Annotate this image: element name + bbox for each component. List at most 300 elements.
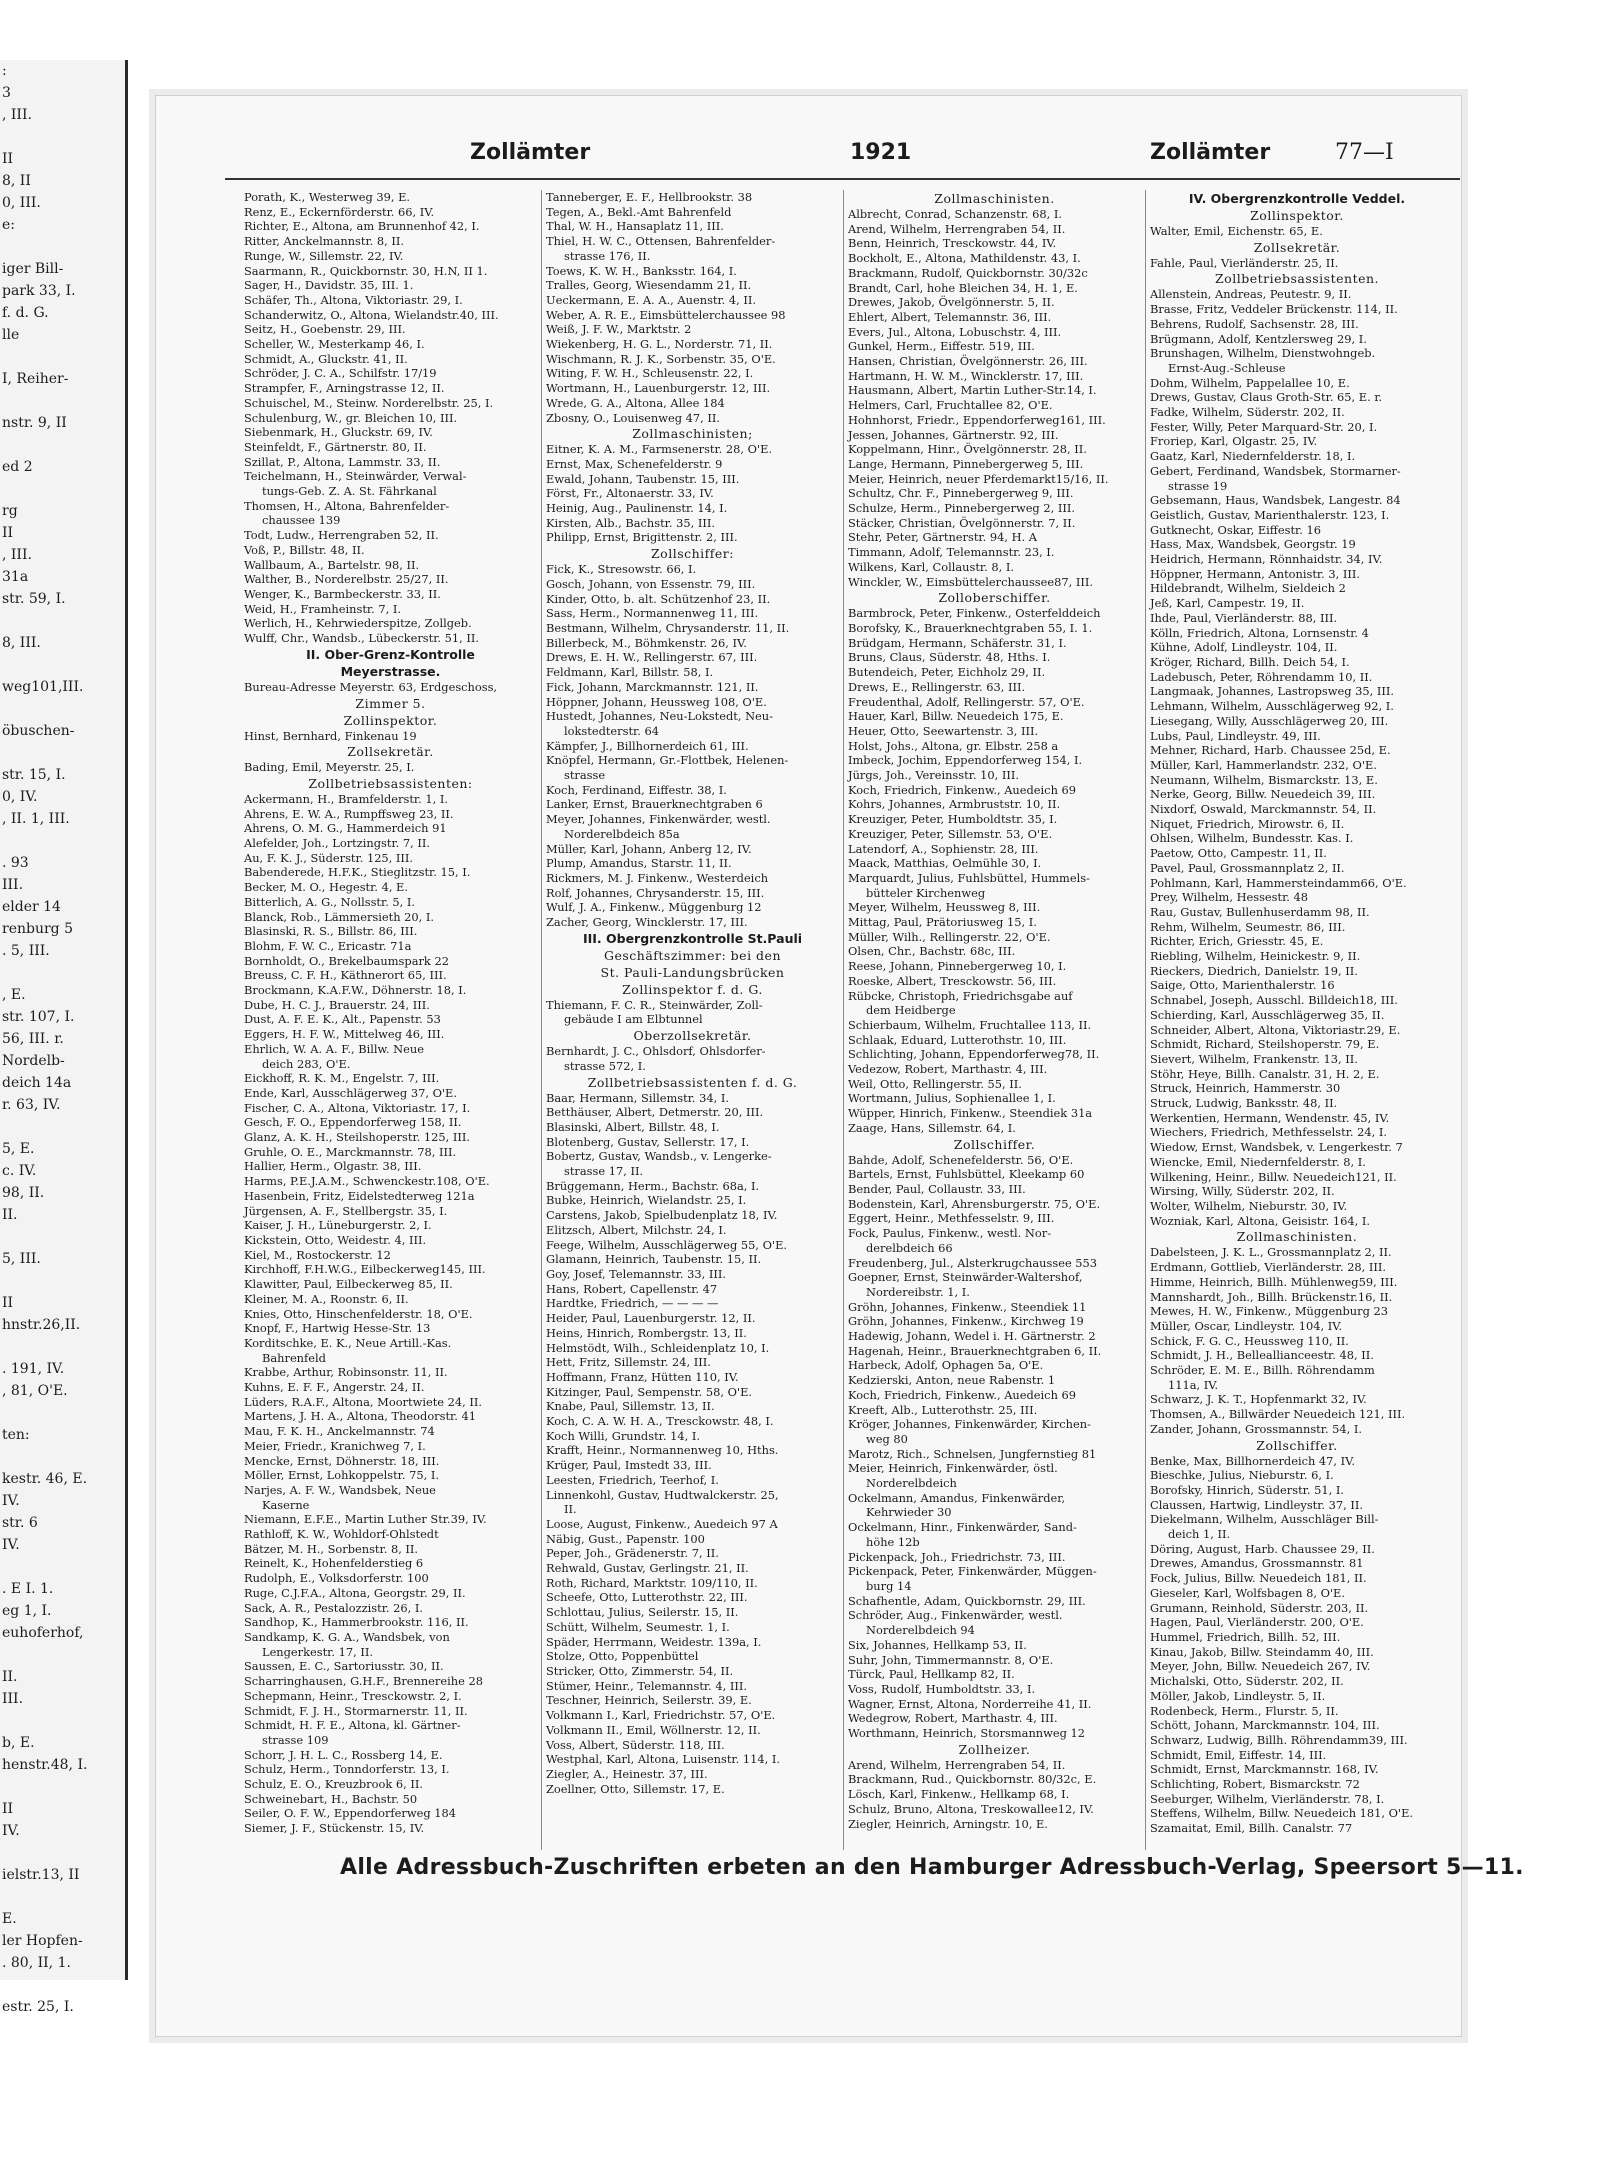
directory-entry: Kölln, Friedrich, Altona, Lornsenstr. 4 <box>1150 625 1369 640</box>
directory-entry: Lehmann, Wilhelm, Ausschlägerweg 92, I. <box>1150 699 1394 714</box>
directory-entry: Kühne, Adolf, Lindleystr. 104, II. <box>1150 640 1338 655</box>
directory-entry: Wortmann, H., Lauenburgerstr. 12, III. <box>546 381 771 396</box>
directory-entry: Dabelsteen, J. K. L., Grossmannplatz 2, II. <box>1150 1245 1392 1260</box>
directory-entry: Brunshagen, Wilhelm, Dienstwohngeb. <box>1150 346 1376 361</box>
directory-entry: lokstedterstr. 64 <box>564 723 659 738</box>
directory-entry: Eggers, H. F. W., Mittelweg 46, III. <box>244 1027 445 1042</box>
directory-entry: Koch Willi, Grundstr. 14, I. <box>546 1428 700 1443</box>
directory-entry: Thomsen, A., Billwärder Neuedeich 121, III. <box>1150 1407 1406 1422</box>
strip-line <box>0 1116 125 1138</box>
directory-entry: Harms, P.E.J.A.M., Schwenckestr.108, O'E. <box>244 1174 490 1189</box>
directory-entry: Knies, Otto, Hinschenfelderstr. 18, O'E. <box>244 1306 473 1321</box>
strip-line: str. 59, I. <box>2 591 66 607</box>
column-3 <box>844 190 1146 1850</box>
directory-entry: Bieschke, Julius, Nieburstr. 6, I. <box>1150 1468 1334 1483</box>
directory-entry: Wüpper, Hinrich, Finkenw., Steendiek 31a <box>848 1106 1093 1121</box>
strip-line: park 33, I. <box>2 283 76 299</box>
directory-entry: Diekelmann, Wilhelm, Ausschläger Bill- <box>1150 1512 1379 1527</box>
directory-entry: Leesten, Friedrich, Teerhof, I. <box>546 1472 719 1487</box>
directory-entry: Olsen, Chr., Bachstr. 68c, III. <box>848 944 1016 959</box>
directory-entry: Schorr, J. H. L. C., Rossberg 14, E. <box>244 1747 443 1762</box>
directory-entry: Fock, Paulus, Finkenw., westl. Nor- <box>848 1226 1052 1241</box>
directory-entry: Langmaak, Johannes, Lastropsweg 35, III. <box>1150 684 1395 699</box>
directory-entry: Müller, Karl, Hammerlandstr. 232, O'E. <box>1150 757 1377 772</box>
directory-entry: deich 283, O'E. <box>262 1056 351 1071</box>
strip-line: estr. 25, I. <box>2 1999 74 2015</box>
directory-entry: Hildebrandt, Wilhelm, Sieldeich 2 <box>1150 581 1346 596</box>
directory-entry: Mewes, H. W., Finkenw., Müggenburg 23 <box>1150 1304 1388 1319</box>
directory-entry: Kröger, Richard, Billh. Deich 54, I. <box>1150 654 1350 669</box>
directory-entry: Stöhr, Heye, Billh. Canalstr. 31, H. 2, E. <box>1150 1066 1380 1081</box>
directory-entry: Szamaitat, Emil, Billh. Canalstr. 77 <box>1150 1821 1353 1836</box>
directory-entry: Brügmann, Adolf, Kentzlersweg 29, I. <box>1150 331 1367 346</box>
directory-entry: Schlichting, Johann, Eppendorferweg78, II. <box>848 1047 1100 1062</box>
directory-entry: Norderelbdeich 85a <box>564 826 680 841</box>
strip-line: II <box>2 525 14 541</box>
directory-entry: strasse 572, I. <box>564 1058 646 1073</box>
directory-entry: Bernhardt, J. C., Ohlsdorf, Ohlsdorfer- <box>546 1044 766 1059</box>
directory-entry: Koch, Ferdinand, Eiffestr. 38, I. <box>546 782 727 797</box>
directory-entry: Schmidt, H. F. E., Altona, kl. Gärtner- <box>244 1718 461 1733</box>
directory-entry: Wulf, J. A., Finkenw., Müggenburg 12 <box>546 900 762 915</box>
directory-entry: Sievert, Wilhelm, Frankenstr. 13, II. <box>1150 1051 1358 1066</box>
directory-entry: Bobertz, Gustav, Wandsb., v. Lengerke- <box>546 1149 772 1164</box>
strip-line <box>0 698 125 720</box>
directory-entry: Gosch, Johann, von Essenstr. 79, III. <box>546 576 756 591</box>
directory-entry: Hett, Fritz, Sillemstr. 24, III. <box>546 1355 711 1370</box>
directory-entry: Liesegang, Willy, Ausschlägerweg 20, III. <box>1150 713 1389 728</box>
directory-entry: Bahrenfeld <box>262 1350 326 1365</box>
directory-entry: Fick, K., Stresowstr. 66, I. <box>546 562 697 577</box>
directory-entry: Bahde, Adolf, Schenefelderstr. 56, O'E. <box>848 1152 1074 1167</box>
directory-entry: Freudenthal, Adolf, Rellingerstr. 57, O'E. <box>848 694 1085 709</box>
directory-entry: Ueckermann, E. A. A., Auenstr. 4, II. <box>546 292 757 307</box>
directory-entry: Thiel, H. W. C., Ottensen, Bahrenfelder- <box>546 234 776 249</box>
directory-entry: Reinelt, K., Hohenfelderstieg 6 <box>244 1556 424 1571</box>
directory-entry: derelbdeich 66 <box>866 1240 953 1255</box>
directory-entry: Weid, H., Framheinstr. 7, I. <box>244 601 401 616</box>
directory-entry: Bätzer, M. H., Sorbenstr. 8, II. <box>244 1541 419 1556</box>
directory-entry: Gröhn, Johannes, Finkenw., Kirchweg 19 <box>848 1314 1084 1329</box>
directory-entry: Dust, A. F. E. K., Alt., Papenstr. 53 <box>244 1012 441 1027</box>
section-heading: Oberzollsekretär. <box>633 1028 752 1044</box>
section-heading: Zollbetriebsassistenten: <box>308 775 473 791</box>
directory-entry: Tralles, Georg, Wiesendamm 21, II. <box>546 278 752 293</box>
directory-entry: Freudenberg, Jul., Alsterkrugchaussee 553 <box>848 1255 1098 1270</box>
strip-line <box>0 654 125 676</box>
strip-line <box>0 1402 125 1424</box>
directory-entry: Breuss, C. F. H., Käthnerort 65, III. <box>244 968 447 983</box>
directory-entry: Gebert, Ferdinand, Wandsbek, Stormarner- <box>1150 463 1401 478</box>
directory-entry: Ihde, Paul, Vierländerstr. 88, III. <box>1150 610 1338 625</box>
strip-line: str. 107, I. <box>2 1009 75 1025</box>
strip-line: . 93 <box>2 855 29 871</box>
directory-entry: Höppner, Johann, Heussweg 108, O'E. <box>546 694 767 709</box>
directory-entry: Teichelmann, H., Steinwärder, Verwal- <box>244 469 467 484</box>
directory-entry: Seeburger, Wilhelm, Vierländerstr. 78, I. <box>1150 1791 1385 1806</box>
directory-entry: Steffens, Wilhelm, Billw. Neuedeich 181, O'E. <box>1150 1806 1414 1821</box>
directory-entry: Heidrich, Hermann, Rönnhaidstr. 34, IV. <box>1150 552 1383 567</box>
directory-entry: Möller, Ernst, Lohkoppelstr. 75, I. <box>244 1468 439 1483</box>
directory-entry: Scharringhausen, G.H.F., Brennereihe 28 <box>244 1674 483 1689</box>
directory-entry: Michalski, Otto, Süderstr. 202, II. <box>1150 1674 1344 1689</box>
strip-line: b, E. <box>2 1735 35 1751</box>
directory-entry: Koch, Friedrich, Finkenw., Auedeich 69 <box>848 1387 1077 1402</box>
directory-entry: Jürgs, Joh., Vereinsstr. 10, III. <box>848 768 1019 783</box>
directory-entry: Ende, Karl, Ausschlägerweg 37, O'E. <box>244 1085 457 1100</box>
directory-entry: Schröder, Aug., Finkenwärder, westl. <box>848 1608 1063 1623</box>
directory-entry: Hauer, Karl, Billw. Neuedeich 175, E. <box>848 709 1064 724</box>
directory-entry: Kohrs, Johannes, Armbruststr. 10, II. <box>848 797 1061 812</box>
directory-entry: Kuhns, E. F. F., Angerstr. 24, II. <box>244 1380 425 1395</box>
strip-line <box>0 1886 125 1908</box>
strip-line <box>0 1842 125 1864</box>
directory-entry: Seiler, O. F. W., Eppendorferweg 184 <box>244 1806 456 1821</box>
directory-entry: Nerke, Georg, Billw. Neuedeich 39, III. <box>1150 787 1376 802</box>
directory-entry: Weber, A. R. E., Eimsbüttelerchaussee 98 <box>546 307 786 322</box>
directory-entry: Wolter, Wilhelm, Nieburstr. 30, IV. <box>1150 1199 1348 1213</box>
directory-entry: Rathloff, K. W., Wohldorf-Ohlstedt <box>244 1527 439 1542</box>
directory-entry: Heins, Hinrich, Rombergstr. 13, II. <box>546 1325 747 1340</box>
directory-entry: Schierding, Karl, Ausschlägerweg 35, II. <box>1150 1007 1385 1022</box>
strip-line: e: <box>2 217 16 233</box>
directory-entry: Drewes, Jakob, Övelgönnerstr. 5, II. <box>848 295 1055 310</box>
section-heading: Geschäftszimmer: bei den <box>603 947 782 963</box>
directory-entry: Kedzierski, Anton, neue Rabenstr. 1 <box>848 1373 1056 1388</box>
strip-line: henstr.48, I. <box>2 1757 88 1773</box>
section-heading: II. Ober-Grenz-Kontrolle <box>306 646 475 662</box>
section-heading: Zimmer 5. <box>355 695 426 711</box>
directory-entry: Baar, Hermann, Sillemstr. 34, I. <box>546 1090 729 1105</box>
directory-entry: Bading, Emil, Meyerstr. 25, I. <box>244 760 415 775</box>
directory-entry: Niemann, E.F.E., Martin Luther Str.39, IV. <box>244 1512 487 1527</box>
directory-entry: Roeske, Albert, Tresckowstr. 56, III. <box>848 973 1057 988</box>
directory-entry: Gunkel, Herm., Eiffestr. 519, III. <box>848 339 1035 354</box>
directory-entry: Becker, M. O., Hegestr. 4, E. <box>244 880 408 895</box>
directory-entry: Saige, Otto, Marienthalerstr. 16 <box>1150 978 1335 993</box>
strip-line: lle <box>2 327 20 343</box>
directory-entry: Ladebusch, Peter, Röhrendamm 10, II. <box>1150 669 1373 684</box>
directory-entry: Harbeck, Adolf, Ophagen 5a, O'E. <box>848 1358 1044 1373</box>
strip-line: renburg 5 <box>2 921 73 937</box>
directory-entry: Siebenmark, H., Gluckstr. 69, IV. <box>244 425 433 440</box>
strip-line: c. IV. <box>2 1163 37 1179</box>
section-heading: Zollsekretär. <box>347 744 434 760</box>
directory-entry: Borofsky, K., Brauerknechtgraben 55, I. 1. <box>848 620 1093 635</box>
strip-line: 8, II <box>2 173 31 189</box>
strip-line <box>0 478 125 500</box>
directory-entry: burg 14 <box>866 1578 912 1593</box>
directory-entry: Grumann, Reinhold, Süderstr. 203, II. <box>1150 1600 1369 1615</box>
section-heading: III. Obergrenzkontrolle St.Pauli <box>582 930 803 946</box>
directory-entry: Runge, W., Sillemstr. 22, IV. <box>244 248 404 263</box>
directory-entry: Stolze, Otto, Poppenbüttel <box>546 1649 699 1664</box>
section-heading: IV. Obergrenzkontrolle Veddel. <box>1188 191 1406 206</box>
directory-entry: Schött, Johann, Marckmannstr. 104, III. <box>1150 1718 1380 1733</box>
directory-entry: Rieckers, Diedrich, Danielstr. 19, II. <box>1150 963 1358 978</box>
directory-entry: Drews, E. H. W., Rellingerstr. 67, III. <box>546 650 758 665</box>
directory-entry: Schepmann, Heinr., Tresckowstr. 2, I. <box>244 1688 462 1703</box>
directory-entry: Zaage, Hans, Sillemstr. 64, I. <box>848 1120 1016 1135</box>
directory-entry: Krafft, Heinr., Normannenweg 10, Hths. <box>546 1443 779 1458</box>
directory-entry: Wischmann, R. J. K., Sorbenstr. 35, O'E. <box>546 351 776 366</box>
directory-entry: Jeß, Karl, Campestr. 19, II. <box>1150 596 1305 611</box>
directory-entry: Schwarz, J. K. T., Hopfenmarkt 32, IV. <box>1150 1392 1367 1407</box>
directory-entry: Schulze, Herm., Pinnebergerweg 2, III. <box>848 501 1075 516</box>
strip-line <box>0 1556 125 1578</box>
directory-entry: Winckler, W., Eimsbüttelerchaussee87, III. <box>848 574 1093 589</box>
directory-entry: Müller, Wilh., Rellingerstr. 22, O'E. <box>848 929 1051 944</box>
directory-entry: Wirsing, Willy, Süderstr. 202, II. <box>1150 1184 1335 1199</box>
directory-entry: Hass, Max, Wandsbek, Georgstr. 19 <box>1150 537 1356 552</box>
directory-entry: Niquet, Friedrich, Mirowstr. 6, II. <box>1150 816 1345 831</box>
strip-line: rg <box>2 503 18 519</box>
directory-entry: Pickenpack, Peter, Finkenwärder, Müggen- <box>848 1564 1097 1579</box>
strip-line: 0, IV. <box>2 789 38 805</box>
strip-line: IV. <box>2 1537 20 1553</box>
directory-entry: Drews, E., Rellingerstr. 63, III. <box>848 679 1026 694</box>
directory-entry: Latendorf, A., Sophienstr. 28, III. <box>848 841 1039 856</box>
directory-entry: Marotz, Rich., Schnelsen, Jungfernstieg 81 <box>848 1446 1097 1461</box>
directory-entry: gebäude I am Elbtunnel <box>564 1012 703 1027</box>
directory-entry: Krabbe, Arthur, Robinsonstr. 11, II. <box>244 1365 448 1380</box>
directory-entry: Ehlert, Albert, Telemannstr. 36, III. <box>848 309 1052 324</box>
directory-entry: Hagenah, Heinr., Brauerknechtgraben 6, II. <box>848 1343 1102 1358</box>
directory-entry: Steinfeldt, F., Gärtnerstr. 80, II. <box>244 439 427 454</box>
directory-entry: II. <box>564 1502 577 1517</box>
directory-entry: Blanck, Rob., Lämmersieth 20, I. <box>244 909 435 924</box>
directory-entry: Hartmann, H. W. M., Wincklerstr. 17, III. <box>848 368 1084 383</box>
header-year: 1921 <box>850 140 912 165</box>
directory-entry: Helmstödt, Wilh., Schleidenplatz 10, I. <box>546 1340 770 1355</box>
directory-entry: Dohm, Wilhelm, Pappelallee 10, E. <box>1150 375 1350 390</box>
directory-entry: Gesch, F. O., Eppendorferweg 158, II. <box>244 1115 462 1130</box>
directory-entry: Schröder, E. M. E., Billh. Röhrendamm <box>1150 1363 1375 1378</box>
directory-entry: Schwarz, Ludwig, Billh. Röhrendamm39, III. <box>1150 1732 1408 1747</box>
header-rule <box>225 178 1460 180</box>
directory-entry: Riebling, Wilhelm, Heinickestr. 9, II. <box>1150 949 1361 964</box>
directory-entry: Wiekenberg, H. G. L., Norderstr. 71, II. <box>546 337 773 352</box>
column-1 <box>240 190 542 1850</box>
directory-entry: Bitterlich, A. G., Nollsstr. 5, I. <box>244 894 416 909</box>
directory-entry: Höppner, Hermann, Antonistr. 3, III. <box>1150 566 1360 581</box>
directory-entry: Blasinski, Albert, Billstr. 48, I. <box>546 1119 720 1134</box>
directory-entry: Ackermann, H., Bramfelderstr. 1, I. <box>244 791 448 806</box>
directory-entry: Suhr, John, Timmermannstr. 8, O'E. <box>848 1652 1054 1667</box>
section-heading: Zollbetriebsassistenten f. d. G. <box>587 1074 798 1090</box>
strip-line: str. 6 <box>2 1515 38 1531</box>
directory-entry: Blasinski, R. S., Billstr. 86, III. <box>244 924 418 939</box>
directory-entry: Drews, Gustav, Claus Groth-Str. 65, E. r. <box>1150 390 1383 405</box>
strip-line <box>0 1644 125 1666</box>
directory-entry: Arend, Wilhelm, Herrengraben 54, II. <box>848 221 1066 236</box>
directory-entry: Behrens, Rudolf, Sachsenstr. 28, III. <box>1150 316 1359 331</box>
directory-entry: Gaatz, Karl, Niedernfelderstr. 18, I. <box>1150 449 1356 464</box>
directory-entry: Schneider, Albert, Altona, Viktoriastr.29, E. <box>1150 1022 1401 1037</box>
strip-line <box>0 1710 125 1732</box>
directory-entry: Butendeich, Peter, Eichholz 29, II. <box>848 665 1046 680</box>
strip-line: , III. <box>2 547 32 563</box>
directory-entry: Rickmers, M. J. Finkenw., Westerdeich <box>546 870 769 885</box>
strip-line: IV. <box>2 1493 20 1509</box>
strip-line: 0, III. <box>2 195 41 211</box>
directory-entry: deich 1, II. <box>1168 1527 1231 1542</box>
strip-line <box>0 1446 125 1468</box>
directory-entry: Hans, Robert, Capellenstr. 47 <box>546 1281 718 1296</box>
strip-line <box>0 1776 125 1798</box>
directory-entry: Kreeft, Alb., Lutterothstr. 25, III. <box>848 1402 1038 1417</box>
directory-entry: Kaiser, J. H., Lüneburgerstr. 2, I. <box>244 1218 432 1233</box>
directory-entry: Knopf, F., Hartwig Hesse-Str. 13 <box>244 1321 431 1336</box>
page-header <box>225 140 1460 180</box>
directory-entry: Rübcke, Christoph, Friedrichsgabe auf <box>848 988 1073 1003</box>
directory-entry: Lubs, Paul, Lindleystr. 49, III. <box>1150 728 1321 743</box>
directory-entry: Türck, Paul, Hellkamp 82, II. <box>848 1667 1015 1682</box>
directory-entry: Erdmann, Gottlieb, Vierländerstr. 28, III. <box>1150 1260 1387 1275</box>
directory-entry: Rodenbeck, Herm., Flurstr. 5, II. <box>1150 1703 1339 1718</box>
directory-entry: Bestmann, Wilhelm, Chrysanderstr. 11, II. <box>546 620 790 635</box>
directory-entry: Weil, Otto, Rellingerstr. 55, II. <box>848 1076 1022 1091</box>
section-heading: Zollschiffer. <box>1256 1437 1338 1453</box>
directory-entry: Schlaak, Eduard, Lutterothstr. 10, III. <box>848 1032 1067 1047</box>
strip-line: IV. <box>2 1823 20 1839</box>
directory-entry: Wilkening, Heinr., Billw. Neuedeich121, II. <box>1150 1169 1397 1184</box>
directory-entry: Wortmann, Julius, Sophienallee 1, I. <box>848 1091 1056 1106</box>
directory-entry: Meier, Heinrich, neuer Pferdemarkt15/16, II. <box>848 471 1109 486</box>
directory-entry: Kickstein, Otto, Weidestr. 4, III. <box>244 1233 427 1247</box>
directory-entry: Pohlmann, Karl, Hammersteindamm66, O'E. <box>1150 875 1407 890</box>
directory-entry: Helmers, Carl, Fruchtallee 82, O'E. <box>848 398 1053 413</box>
directory-entry: Au, F. K. J., Süderstr. 125, III. <box>244 850 414 865</box>
directory-entry: Kreuziger, Peter, Sillemstr. 53, O'E. <box>848 826 1053 841</box>
section-heading: Zollschiffer. <box>953 1136 1036 1152</box>
directory-entry: Müller, Oscar, Lindleystr. 104, IV. <box>1150 1318 1343 1333</box>
strip-line <box>0 236 125 258</box>
directory-entry: Benke, Max, Billhornerdeich 47, IV. <box>1150 1453 1356 1468</box>
directory-entry: Werlich, H., Kehrwiederspitze, Zollgeb. <box>244 616 472 631</box>
directory-entry: Feldmann, Karl, Billstr. 58, I. <box>546 665 714 680</box>
strip-line: , III. <box>2 107 32 123</box>
strip-line: 56, III. r. <box>2 1031 64 1047</box>
directory-entry: Schmidt, Emil, Eiffestr. 14, III. <box>1150 1747 1327 1762</box>
directory-entry: Renz, E., Eckernförderstr. 66, IV. <box>244 204 435 219</box>
directory-entry: Betthäuser, Albert, Detmerstr. 20, III. <box>546 1105 764 1120</box>
directory-entry: Nixdorf, Oswald, Marckmannstr. 54, II. <box>1150 802 1377 817</box>
directory-entry: Neumann, Wilhelm, Bismarckstr. 13, E. <box>1150 772 1378 787</box>
strip-line: kestr. 46, E. <box>2 1471 88 1487</box>
directory-entry: Hoffmann, Franz, Hütten 110, IV. <box>546 1369 739 1384</box>
directory-entry: Hallier, Herm., Olgastr. 38, III. <box>244 1159 422 1174</box>
directory-entry: Zacher, Georg, Wincklerstr. 17, III. <box>546 915 748 930</box>
directory-entry: Thomsen, H., Altona, Bahrenfelder- <box>244 498 450 513</box>
directory-entry: Stäcker, Christian, Övelgönnerstr. 7, II. <box>848 515 1076 530</box>
directory-entry: Schulz, Herm., Tonndorferstr. 13, I. <box>244 1762 450 1777</box>
strip-line <box>0 1270 125 1292</box>
strip-line: III. <box>2 1691 24 1707</box>
directory-entry: Fick, Johann, Marckmannstr. 121, II. <box>546 679 759 694</box>
directory-entry: Bodenstein, Karl, Ahrensburgerstr. 75, O'E. <box>848 1196 1101 1211</box>
directory-entry: Alefelder, Joh., Lortzingstr. 7, II. <box>244 836 430 851</box>
directory-entry: Meyer, Johannes, Finkenwärder, westl. <box>546 812 771 827</box>
section-heading: Zollheizer. <box>958 1741 1031 1757</box>
directory-entry: Wenger, K., Barmbeckerstr. 33, II. <box>244 586 441 601</box>
directory-entry: Kröger, Johannes, Finkenwärder, Kirchen- <box>848 1417 1091 1432</box>
directory-entry: Schweinebart, H., Bachstr. 50 <box>244 1791 418 1806</box>
directory-entry: Feege, Wilhelm, Ausschlägerweg 55, O'E. <box>546 1237 788 1252</box>
directory-entry: Todt, Ludw., Herrengraben 52, II. <box>244 528 439 543</box>
directory-entry: Schmidt, Richard, Steilshoperstr. 79, E. <box>1150 1037 1380 1052</box>
directory-entry: Pickenpack, Joh., Friedrichstr. 73, III. <box>848 1549 1066 1564</box>
directory-entry: Brüggemann, Herm., Bachstr. 68a, I. <box>546 1178 760 1193</box>
directory-entry: höhe 12b <box>866 1534 920 1549</box>
directory-entry: strasse 176, II. <box>564 248 651 263</box>
directory-entry: Zoellner, Otto, Sillemstr. 17, E. <box>546 1781 725 1796</box>
strip-line <box>0 346 125 368</box>
directory-entry: Drewes, Amandus, Grossmannstr. 81 <box>1150 1556 1364 1571</box>
directory-entry: Hohnhorst, Friedr., Eppendorferweg161, III. <box>848 412 1106 427</box>
directory-entry: Gebsemann, Haus, Wandsbek, Langestr. 84 <box>1150 493 1401 508</box>
directory-entry: Kleiner, M. A., Roonstr. 6, II. <box>244 1291 409 1306</box>
directory-entry: Saarmann, R., Quickbornstr. 30, H.N, II 1. <box>244 263 488 278</box>
directory-entry: Richter, E., Altona, am Brunnenhof 42, I. <box>244 219 480 234</box>
directory-entry: Brüdgam, Hermann, Schäferstr. 31, I. <box>848 635 1067 650</box>
directory-entry: Ewald, Johann, Taubenstr. 15, III. <box>546 471 740 486</box>
directory-entry: Schulz, E. O., Kreuzbrook 6, II. <box>244 1777 423 1792</box>
directory-entry: Rehwald, Gustav, Gerlingstr. 21, II. <box>546 1561 749 1576</box>
directory-entry: Vedezow, Robert, Marthastr. 4, III. <box>848 1062 1048 1077</box>
directory-entry: chaussee 139 <box>262 513 341 528</box>
section-heading: Zolloberschiffer. <box>938 590 1051 606</box>
directory-entry: Geistlich, Gustav, Marienthalerstr. 123, I. <box>1150 507 1390 522</box>
directory-entry: Goepner, Ernst, Steinwärder-Waltershof, <box>848 1270 1083 1285</box>
directory-entry: Lengerkestr. 17, II. <box>262 1644 373 1659</box>
directory-entry: Ritter, Anckelmannstr. 8, II. <box>244 234 405 249</box>
directory-entry: Reese, Johann, Pinnebergerweg 10, I. <box>848 959 1067 974</box>
directory-entry: Nordereibstr. 1, I. <box>866 1284 970 1299</box>
directory-entry: Hagen, Paul, Vierländerstr. 200, O'E. <box>1150 1615 1364 1630</box>
directory-entry: Schmidt, A., Gluckstr. 41, II. <box>244 351 408 366</box>
directory-entry: Lösch, Karl, Finkenw., Hellkamp 68, I. <box>848 1787 1070 1802</box>
directory-entry: Wrede, G. A., Altona, Allee 184 <box>546 395 725 410</box>
directory-entry: Kinder, Otto, b. alt. Schützenhof 23, II. <box>546 591 771 606</box>
strip-line: ed 2 <box>2 459 33 475</box>
directory-entry: Ernst, Max, Schenefelderstr. 9 <box>546 456 723 471</box>
strip-line: . 191, IV. <box>2 1361 65 1377</box>
directory-entry: Westphal, Karl, Altona, Luisenstr. 114, I. <box>546 1752 780 1767</box>
directory-entry: Norderelbdeich <box>866 1476 957 1491</box>
directory-entry: Weiß, J. F. W., Marktstr. 2 <box>546 322 692 337</box>
adjacent-page-strip <box>0 60 128 2015</box>
directory-entry: Meyer, Wilhelm, Heussweg 8, III. <box>848 900 1041 915</box>
strip-line: . 5, III. <box>2 943 50 959</box>
directory-entry: Bartels, Ernst, Fuhlsbüttel, Kleekamp 60 <box>848 1167 1085 1182</box>
strip-line <box>0 1336 125 1358</box>
directory-entry: Wozniak, Karl, Altona, Geisistr. 164, I. <box>1150 1213 1370 1228</box>
directory-entry: Wedegrow, Robert, Marthastr. 4, III. <box>848 1711 1058 1726</box>
directory-entry: Imbeck, Jochim, Eppendorferweg 154, I. <box>848 753 1083 768</box>
strip-line: euhoferhof, <box>2 1625 84 1641</box>
directory-entry: Kreuziger, Peter, Humboldtstr. 35, I. <box>848 812 1058 827</box>
directory-entry: Kiel, M., Rostockerstr. 12 <box>244 1247 391 1262</box>
directory-entry: Wiencke, Emil, Niedernfelderstr. 8, I. <box>1150 1154 1366 1169</box>
directory-entry: Ruge, C.J.F.A., Altona, Georgstr. 29, II. <box>244 1585 466 1600</box>
directory-entry: Eickhoff, R. K. M., Engelstr. 7, III. <box>244 1071 440 1086</box>
directory-entry: Glanz, A. K. H., Steilshoperstr. 125, III. <box>244 1130 471 1145</box>
strip-line: III. <box>2 877 24 893</box>
directory-entry: Mannshardt, Joh., Billh. Brückenstr.16, II. <box>1150 1289 1393 1304</box>
directory-entry: Sack, A. R., Pestalozzistr. 26, I. <box>244 1600 423 1615</box>
section-heading: Zollinspektor f. d. G. <box>622 981 763 997</box>
